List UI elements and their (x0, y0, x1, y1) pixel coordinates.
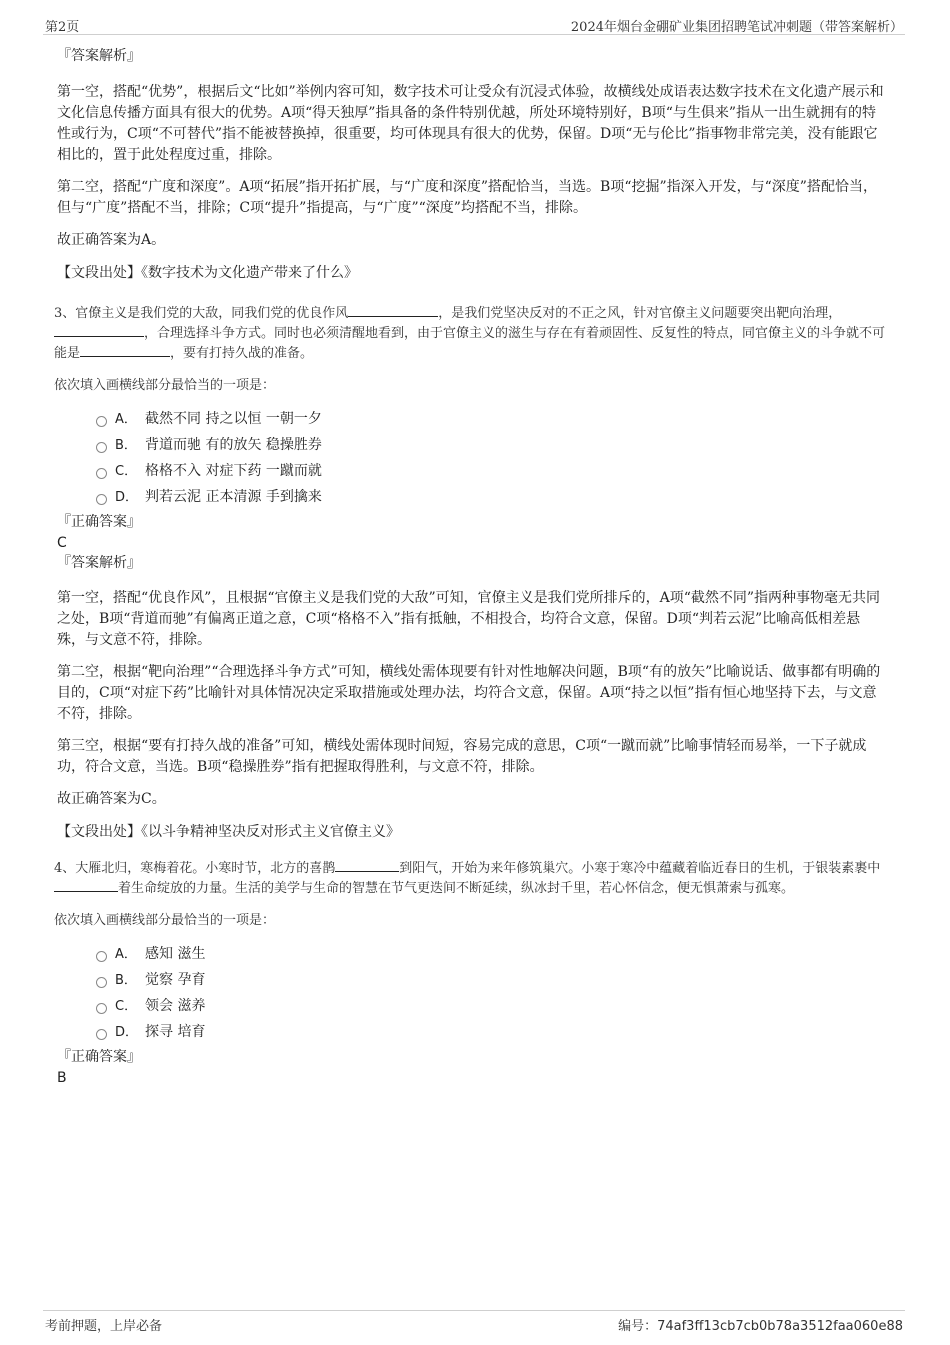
option-c[interactable]: C． 格格不入 对症下药 一蹴而就 (96, 458, 887, 484)
option-list (57, 406, 887, 510)
analysis-heading: 『答案解析』 (57, 48, 141, 64)
option-d[interactable]: D． 判若云泥 正本清源 手到擒来 (96, 484, 887, 510)
question-stem: 4、大雁北归，寒梅着花。小寒时节，北方的喜鹊 到阳气，开始为来年修筑巢穴。小寒于寒冷中蕴藏着临近春日的生机，于银装素裹中着生命绽放的力量。生活的美学与生命的智慧在节气更迭间不断延续，纵冰封千里，若心怀信念，便无惧萧索与孤寒。 (54, 861, 881, 896)
radio-button[interactable] (96, 416, 107, 427)
page-footer (43, 1310, 905, 1333)
question-prompt: 依次填入画横线部分最恰当的一项是： (54, 378, 276, 393)
source-citation: 【文段出处】《数字技术为文化遗产带来了什么》 (57, 265, 358, 281)
correct-answer: B (57, 1070, 67, 1086)
blank-line (54, 324, 144, 337)
blank-line (348, 304, 438, 317)
page-number: 第2页 (45, 20, 80, 35)
page-header (43, 14, 905, 35)
analysis-paragraph: 第二空，搭配“广度和深度”。A项“拓展”指开拓扩展，与“广度和深度”搭配恰当，当选。B项“挖掘”指深入开发，与“深度”搭配恰当，但与“广度”搭配不当，排除；C项“提升”指提高，与“广度”“深度”均搭配不当，排除。 (57, 179, 877, 216)
document-id: 编号：74af3ff13cb7cb0b78a3512faa060e88 (618, 1319, 903, 1334)
radio-button[interactable] (96, 977, 107, 988)
radio-button[interactable] (96, 1029, 107, 1040)
analysis-paragraph: 第一空，搭配“优良作风”，且根据“官僚主义是我们党的大敌”可知，官僚主义是我们党所排斥的，A项“截然不同”指两种事物毫无共同之处，B项“背道而驰”有偏离正道之意，C项“格格不入”指有抵触，不相投合，均符合文意，保留。D项“判若云泥”比喻高低相差悬殊，与文意不符，排除。 (57, 590, 881, 648)
option-b[interactable]: B． 背道而驰 有的放矢 稳操胜券 (96, 432, 887, 458)
blank-line (80, 344, 170, 357)
page-content (54, 44, 887, 1088)
option-b[interactable]: B． 觉察 孕育 (96, 967, 887, 993)
correct-answer: C (57, 535, 67, 551)
footer-slogan: 考前押题，上岸必备 (45, 1319, 163, 1334)
blank-line (54, 879, 118, 892)
radio-button[interactable] (96, 951, 107, 962)
radio-button[interactable] (96, 468, 107, 479)
document-title: 2024年烟台金硼矿业集团招聘笔试冲刺题（带答案解析） (570, 20, 903, 35)
source-citation: 【文段出处】《以斗争精神坚决反对形式主义官僚主义》 (57, 824, 400, 840)
correct-answer-heading: 『正确答案』 (57, 514, 141, 530)
analysis-paragraph: 第二空，根据“靶向治理”“合理选择斗争方式”可知，横线处需体现要有针对性地解决问题，B项“有的放矢”比喻说话、做事都有明确的目的，C项“对症下药”比喻针对具体情况决定采取措施或处理办法，均符合文意，保留。A项“持之以恒”指有恒心地坚持下去，与文意不符，排除。 (57, 664, 881, 722)
blank-line (335, 859, 399, 872)
analysis-heading: 『答案解析』 (57, 555, 141, 571)
option-list (57, 941, 887, 1045)
analysis-paragraph: 第一空，搭配“优势”，根据后文“比如”举例内容可知，数字技术可让受众有沉浸式体验，故横线处成语表达数字技术在文化遗产展示和文化信息传播方面具有很大的优势。A项“得天独厚”指具备的条件特别优越，所处环境特别好，B项“与生俱来”指从一出生就拥有的特性或行为，C项“不可替代”指不能被替换掉，很重要，均可体现具有很大的优势，保留。D项“无与伦比”指事物非常完美，没有能跟它相比的，置于此处程度过重，排除。 (57, 84, 884, 163)
correct-answer-heading: 『正确答案』 (57, 1049, 141, 1065)
analysis-paragraph: 第三空，根据“要有打持久战的准备”可知，横线处需体现时间短，容易完成的意思，C项“一蹴而就”比喻事情轻而易举，一下子就成功，符合文意，当选。B项“稳操胜券”指有把握取得胜利，与文意不符，排除。 (57, 738, 867, 775)
conclusion-text: 故正确答案为A。 (57, 232, 166, 248)
radio-button[interactable] (96, 442, 107, 453)
option-a[interactable]: A． 截然不同 持之以恒 一朝一夕 (96, 406, 887, 432)
question-prompt: 依次填入画横线部分最恰当的一项是： (54, 913, 276, 928)
conclusion-text: 故正确答案为C。 (57, 791, 166, 807)
option-c[interactable]: C． 领会 滋养 (96, 993, 887, 1019)
option-a[interactable]: A． 感知 滋生 (96, 941, 887, 967)
option-d[interactable]: D． 探寻 培育 (96, 1019, 887, 1045)
radio-button[interactable] (96, 1003, 107, 1014)
radio-button[interactable] (96, 494, 107, 505)
question-stem: 3、官僚主义是我们党的大敌，同我们党的优良作风 ，是我们党坚决反对的不正之风，针对官僚主义问题要突出靶向治理，，合理选择斗争方式。同时也必须清醒地看到，由于官僚主义的滋生与存在有着顽固性、反复性的特点，同官僚主义的斗争就不可能是 ，要有打持久战的准备。 (54, 306, 886, 361)
